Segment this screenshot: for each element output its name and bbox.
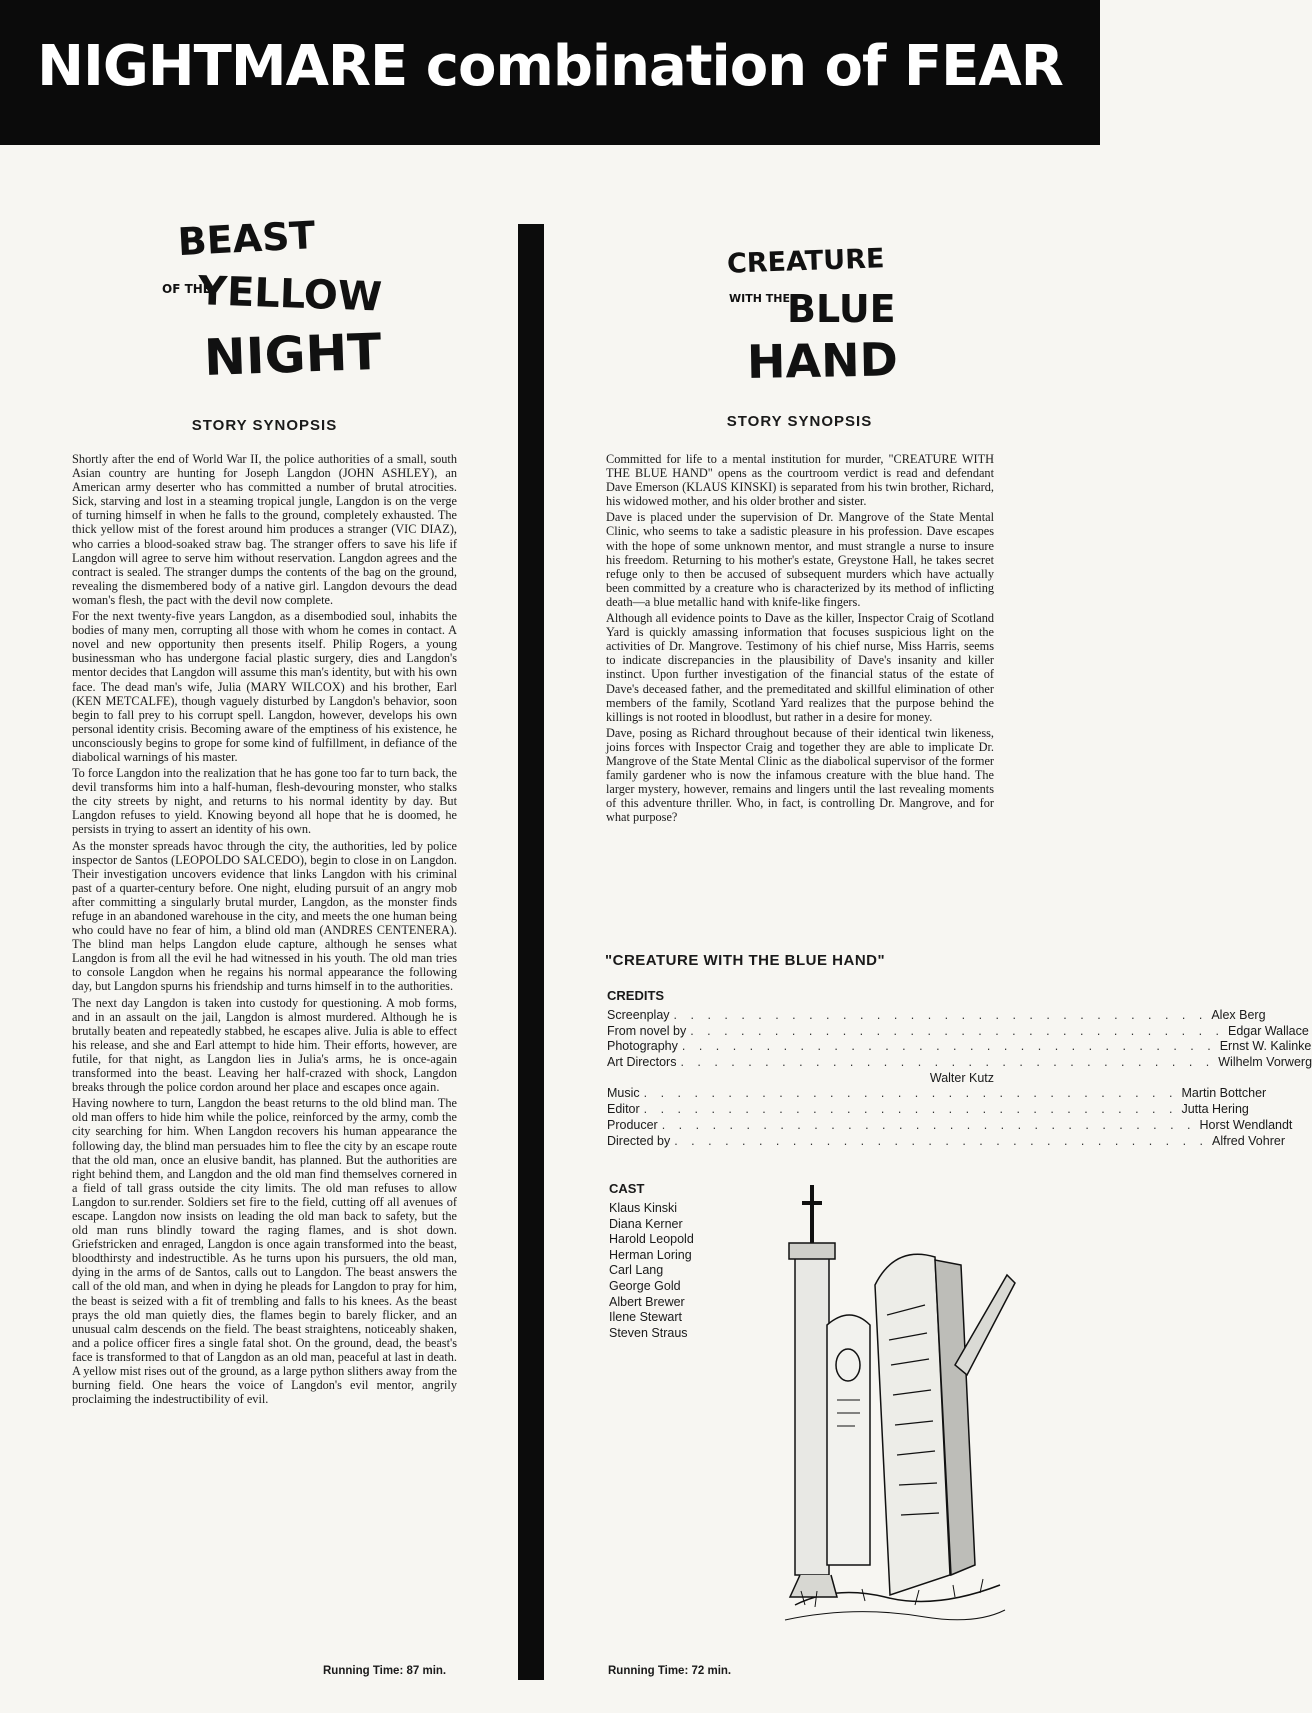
header-banner	[0, 0, 1100, 145]
synopsis-paragraph: Dave, posing as Richard throughout because of their identical twin likeness, joins forces with Inspector Craig and together they are able to implicate Dr. Mangrove of the State Mental Clinic as the diabolical supervisor of the former family gardener who is now the infamous creature with the blue hand. The larger mystery, however, remains and lingers until the last revealing moments of this adventure thriller. Who, in fact, is controlling Dr. Mangrove, and for what purpose?	[606, 725, 994, 825]
cast-member: Albert Brewer	[609, 1294, 685, 1309]
credit-row	[607, 1055, 1312, 1071]
credit-name: Wilhelm Vorwerg	[1218, 1055, 1312, 1070]
cast-member: Klaus Kinski	[609, 1201, 678, 1215]
logo-line-night: NIGHT	[203, 322, 383, 387]
cast-list	[609, 1201, 694, 1341]
credit-row	[607, 1086, 1267, 1102]
tombstone-illustration	[775, 1165, 1010, 1635]
logo-line-yellow: YELLOW	[197, 268, 383, 321]
credit-role: Producer	[607, 1117, 658, 1132]
cast-label: CAST	[609, 1181, 645, 1196]
credits-list	[607, 1008, 1312, 1149]
logo-line-beast: BEAST	[176, 213, 317, 265]
banner-title: NIGHTMARE combination of FEAR	[37, 34, 1063, 99]
synopsis-paragraph: As the monster spreads havoc through the city, the authorities, led by police inspector de Santos (LEOPOLDO SALCEDO), begin to close in on Langdon. Their investigation uncovers evidence that links Langdon with his criminal past of a quarter-century before. One night, eluding pursuit of an angry mob after committing a singularly brutal murder, Langdon, as the monster finds refuge in an abandoned warehouse in the city, and meets the one human being who could have no fear of him, a blind old man (ANDRES CENTENERA). The blind man helps Langdon elude capture, although he senses what Langdon is from all the evil he had witnessed in his youth. The old man tries to console Langdon when he regains his normal appearance the following day, but Langdon spurns his friendship and turns himself in to the authorities.	[72, 838, 457, 994]
credit-role: Screenplay	[607, 1008, 670, 1022]
creature-with-the-blue-hand-logo	[725, 232, 899, 390]
leader-dots: . . . . . . . . . . . . . . . . . . . . . . . . . . . . . . . .	[680, 1055, 1215, 1070]
credit-row	[607, 1039, 1312, 1055]
synopsis-paragraph: To force Langdon into the realization that he has gone too far to turn back, the devil transforms him into a half-human, flesh-devouring monster, who stalks the city streets by night, and returns to his normal identity by day. But Langdon refuses to yield. Knowing beyond all hope that he is doomed, he persists in trying to assert an identity of his own.	[72, 766, 457, 837]
credit-role: Music	[607, 1086, 640, 1101]
synopsis-paragraph: Dave is placed under the supervision of Dr. Mangrove of the State Mental Clinic, who seems to take a sadistic pleasure in his profession. Dave escapes with the hope of some unknown mentor, and must strangle a nurse to insure his freedom. Returning to his mother's estate, Greystone Hall, he takes secret refuge only to then be accused of subsequent murders which have actually been committed by a creature who is characterized by its method of inflicting death—a blue metallic hand with knife-like fingers.	[606, 510, 994, 609]
synopsis-paragraph: Having nowhere to turn, Langdon the beast returns to the old blind man. The old man offers to hide him while the police, reinforced by the army, comb the city searching for him. When Langdon recovers his human appearance the following day, the blind man persuades him to flee the city by an escape route that the old man, once an elusive bandit, has planned. But the authorities are right behind them, and Langdon and the old man find themselves cornered in a field of tall grass outside the city limits. The old man refuses to allow Langdon to sur.render. Soldiers set fire to the field, cutting off all avenues of escape. Langdon now insists on leading the old man back to safety, but the old man runs blindly toward the raging flames, and is shot down. Griefstricken and enraged, Langdon is once again transformed into the beast, bloodthirsty and indestructible. As he turns upon his pursuers, the old man, dying in the arms of de Santos, calls out to Langdon. The beast answers the call of the old man, and when in dying he pleads for Langdon to pray for him, the beast is seized with a fit of trembling and falls to his knees. As the beast prays the old man quietly dies, the flames begin to barely flicker, and an unusual calm descends on the field. The beast straightens, noticeably shaken, and a police officer fires a single fatal shot. On the ground, dead, the beast's face is transformed to that of Langdon as an old man, peaceful at last in death. A yellow mist rises out of the ground, as a large python slithers away from the burning field. One hears the voice of Langdon's evil mentor, angrily proclaiming the indestructibility of evil.	[72, 1096, 458, 1407]
leader-dots: . . . . . . . . . . . . . . . . . . . . . . . . . . . . . . . .	[674, 1133, 1209, 1148]
cast-member: Steven Straus	[609, 1325, 688, 1340]
leader-dots: . . . . . . . . . . . . . . . . . . . . . . . . . . . . . . . .	[681, 1039, 1216, 1054]
credit-row	[607, 1008, 1266, 1024]
cast-member: Ilene Stewart	[609, 1310, 682, 1325]
creature-film-title: "CREATURE WITH THE BLUE HAND"	[605, 952, 886, 969]
beast-synopsis-heading: STORY SYNOPSIS	[191, 417, 338, 434]
credit-row	[607, 1117, 1293, 1134]
cast-member: George Gold	[609, 1278, 681, 1293]
creature-synopsis-heading: STORY SYNOPSIS	[726, 413, 873, 430]
credit-name: Alex Berg	[1211, 1008, 1266, 1022]
creature-synopsis-text	[606, 452, 994, 826]
leader-dots: . . . . . . . . . . . . . . . . . . . . . . . . . . . . . . . .	[690, 1023, 1224, 1038]
credit-row	[607, 1133, 1285, 1150]
credit-name: Edgar Wallace	[1228, 1023, 1309, 1038]
beast-running-time: Running Time: 87 min.	[323, 1665, 447, 1677]
column-divider	[518, 224, 544, 1680]
credit-role: Directed by	[607, 1133, 671, 1148]
creature-running-time: Running Time: 72 min.	[608, 1665, 732, 1677]
leader-dots: . . . . . . . . . . . . . . . . . . . . . . . . . . . . . . . .	[661, 1117, 1196, 1132]
credit-row	[607, 1023, 1309, 1040]
synopsis-paragraph: The next day Langdon is taken into custody for questioning. A mob forms, and in an assault on the jail, Langdon is almost murdered. Although he is brutally beaten and repeatedly stabbed, he escapes alive. Julia is able to effect his release, and she and Earl attempt to hide him. Their efforts, however, are futile, for that night, as Langdon lies in Julia's arms, he is once-again transformed into the beast. Leaving her half-crazed with shock, Langdon breaks through the police cordon around her place and escapes once again.	[72, 995, 457, 1095]
beast-of-the-yellow-night-logo	[160, 213, 383, 390]
credit-name: Jutta Hering	[1181, 1102, 1249, 1117]
logo-line-withthe: WITH THE	[729, 292, 790, 305]
credit-row	[607, 1102, 1249, 1118]
synopsis-paragraph: Although all evidence points to Dave as the killer, Inspector Craig of Scotland Yard is quickly amassing information that focuses suspicious light on the activities of Dr. Mangrove. Testimony of his chief nurse, Miss Harris, seems to indicate discrepancies in the plausibility of Dave's insanity and killer instinct. Upon further investigation of the financial status of the estate of Dave's deceased father, and the premeditated and skillful elimination of other members of the family, Scotland Yard realizes that the purpose behind the killings is not rooted in bloodlust, but rather in a desire for money.	[606, 611, 994, 724]
leader-dots: . . . . . . . . . . . . . . . . . . . . . . . . . . . . . . . .	[643, 1102, 1178, 1117]
cast-member: Harold Leopold	[609, 1232, 694, 1247]
credit-name: Ernst W. Kalinke	[1219, 1039, 1312, 1054]
logo-line-blue: BLUE	[787, 287, 896, 331]
credit-name: Horst Wendlandt	[1199, 1117, 1293, 1132]
credit-role: Editor	[607, 1102, 640, 1117]
logo-line-ofthe: OF THE	[162, 282, 212, 296]
synopsis-paragraph: Shortly after the end of World War II, the police authorities of a small, south Asian country are hunting for Joseph Langdon (JOHN ASHLEY), an American army deserter who has committed a number of brutal atrocities. Sick, starving and lost in a steaming tropical jungle, Langdon is on the verge of turning himself in when he falls to the ground, completely exhausted. The thick yellow mist of the forest around him produces a stranger (VIC DIAZ), who carries a blood-soaked straw bag. The stranger offers to save his life if Langdon will agree to serve him without reservation. Langdon agrees and the contract is sealed. The stranger dumps the contents of the bag on the ground, revealing the dismembered body of a native girl. Langdon devours the dead woman's flesh, the pact with the devil now complete.	[72, 452, 457, 607]
credit-name: Martin Bottcher	[1181, 1086, 1267, 1101]
logo-line-hand: HAND	[746, 332, 899, 390]
credit-role: From novel by	[607, 1023, 687, 1038]
cast-member: Diana Kerner	[609, 1216, 683, 1231]
leader-dots: . . . . . . . . . . . . . . . . . . . . . . . . . . . . . . . .	[643, 1086, 1178, 1101]
credit-name: Alfred Vohrer	[1212, 1133, 1285, 1148]
credit-extra-name: Walter Kutz	[929, 1070, 994, 1085]
synopsis-paragraph: Committed for life to a mental institution for murder, "CREATURE WITH THE BLUE HAND" opens as the courtroom verdict is read and defendant Dave Emerson (KLAUS KINSKI) is separated from his twin brother, Richard, his widowed mother, and his older brother and sister.	[606, 452, 994, 509]
beast-synopsis-text	[72, 452, 457, 1408]
synopsis-paragraph: For the next twenty-five years Langdon, as a disembodied soul, inhabits the bodies of many men, corrupting all those with whom he comes in contact. A novel and new opportunity then presents itself. Philip Rogers, a young businessman who has undergone facial plastic surgery, dies and Langdon's mentor decides that Langdon will assume this man's identity, but with his own face. The dead man's wife, Julia (MARY WILCOX) and his brother, Earl (KEN METCALFE), though vaguely disturbed by Langdon's behavior, soon begin to fall prey to his corrupt spell. Langdon, however, develops his own personal identity crisis. Becoming aware of the emptiness of his existence, he unconsciously begins to grope for some kind of fulfillment, in defiance of the diabolical warnings of his master.	[72, 609, 457, 764]
credit-role: Photography	[607, 1039, 678, 1054]
cast-member: Herman Loring	[609, 1247, 692, 1262]
cast-member: Carl Lang	[609, 1263, 664, 1278]
credits-label: CREDITS	[607, 988, 665, 1003]
credit-role: Art Directors	[607, 1055, 677, 1070]
leader-dots: . . . . . . . . . . . . . . . . . . . . . . . . . . . . . . . .	[673, 1008, 1208, 1022]
logo-line-creature: CREATURE	[726, 243, 885, 280]
